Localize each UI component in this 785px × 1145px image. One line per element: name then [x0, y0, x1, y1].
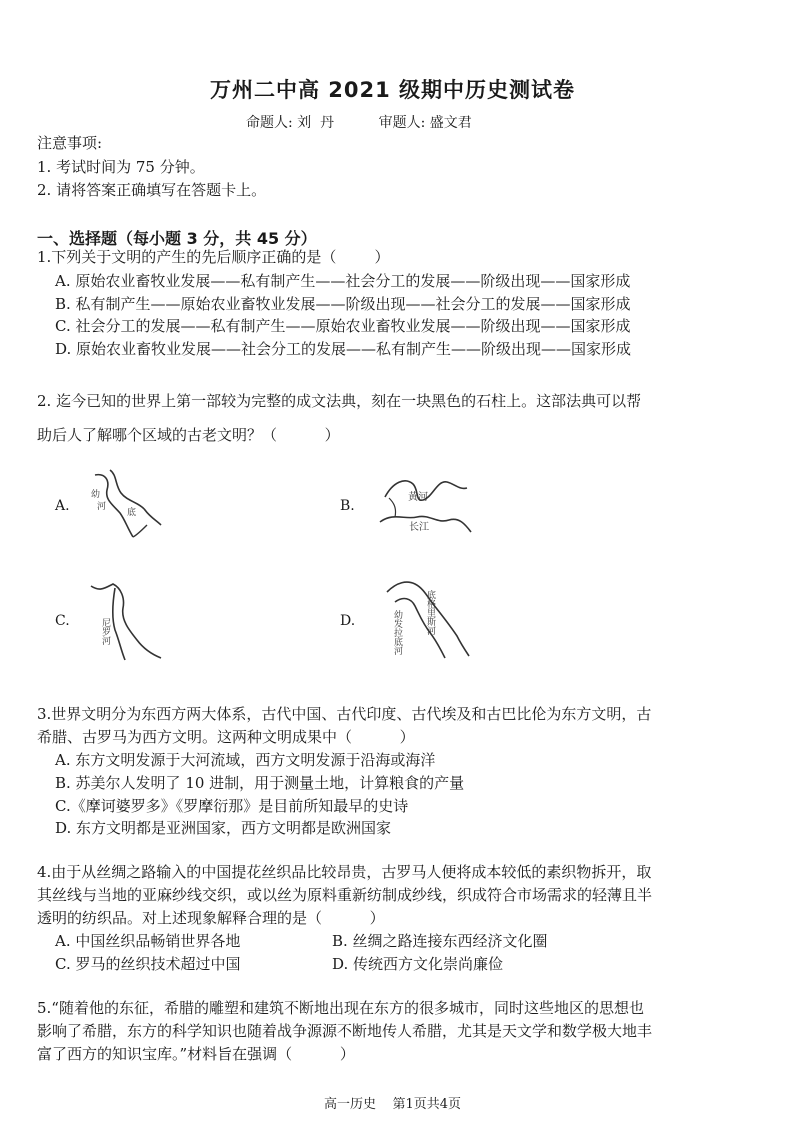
q5-line-1: 5.“随着他的东征，希腊的雕塑和建筑不断地出现在东方的很多城市，同时这些地区的思想也	[37, 999, 644, 1017]
authors-line: 命题人: 刘 丹 审题人: 盛文君	[246, 115, 472, 131]
section-heading: 一、选择题（每小题 3 分，共 45 分）	[37, 229, 317, 248]
q3-option-c: C.《摩诃婆罗多》《罗摩衍那》是目前所知最早的史诗	[55, 797, 409, 815]
map-d-label-1: 幼发拉底河	[392, 610, 402, 655]
q5-line-2: 影响了希腊，东方的科学知识也随着战争源源不断地传人希腊，尤其是天文学和数学极大地丰	[37, 1022, 653, 1040]
page-title: 万州二中高 2021 级期中历史测试卷	[209, 78, 576, 102]
map-a-label-3: 底	[127, 508, 137, 518]
map-a-label-2: 河	[97, 502, 107, 512]
notes-item-1: 1. 考试时间为 75 分钟。	[37, 158, 205, 176]
q3-option-a: A. 东方文明发源于大河流域，西方文明发源于沿海或海洋	[55, 751, 436, 769]
q2-line-2: 助后人了解哪个区域的古老文明？（ ）	[37, 426, 340, 444]
map-a-label-1: 幼	[91, 490, 101, 500]
q1-option-b: B. 私有制产生——原始农业畜牧业发展——阶级出现——社会分工的发展——国家形成	[55, 295, 631, 313]
map-d-mesopotamia	[375, 572, 475, 662]
q2-line-1: 2. 迄今已知的世界上第一部较为完整的成文法典，刻在一块黑色的石柱上。这部法典可以帮	[37, 392, 642, 410]
q4-option-c: C. 罗马的丝织技术超过中国	[55, 955, 241, 973]
map-c-label-1: 尼罗河	[100, 618, 110, 645]
map-a-letter: A.	[55, 498, 70, 514]
q3-option-b: B. 苏美尔人发明了 10 进制，用于测量土地，计算粮食的产量	[55, 774, 465, 792]
q4-line-1: 4.由于从丝绸之路输入的中国提花丝织品比较昂贵，古罗马人便将成本较低的素织物拆开，取	[37, 863, 652, 881]
map-c-nile	[85, 578, 170, 663]
q3-line-2: 希腊、古罗马为西方文明。这两种文明成果中（ ）	[37, 728, 415, 746]
q1-option-d: D. 原始农业畜牧业发展——社会分工的发展——私有制产生——阶级出现——国家形成	[55, 340, 632, 358]
q3-option-d: D. 东方文明都是亚洲国家，西方文明都是欧洲国家	[55, 819, 392, 837]
q1-stem: 1.下列关于文明的产生的先后顺序正确的是（ ）	[37, 248, 390, 266]
map-d-label-2: 底格里斯河	[425, 590, 435, 635]
q4-line-3: 透明的纺织品。对上述现象解释合理的是（ ）	[37, 909, 385, 927]
map-b-letter: B.	[340, 498, 355, 514]
map-a-mesopotamia	[85, 465, 165, 545]
q4-line-2: 其丝线与当地的亚麻纱线交织，或以丝为原料重新纺制成纱线，织成符合市场需求的轻薄且半	[37, 886, 653, 904]
map-b-china	[375, 462, 475, 547]
map-b-label-2: 长江	[409, 522, 429, 533]
q4-option-d: D. 传统西方文化崇尚廉俭	[332, 955, 504, 973]
notes-heading: 注意事项:	[37, 134, 103, 152]
q5-line-3: 富了西方的知识宝库。”材料旨在强调（ ）	[37, 1045, 355, 1063]
map-b-label-1: 黄河	[408, 492, 428, 503]
map-c-letter: C.	[55, 613, 70, 629]
q1-option-a: A. 原始农业畜牧业发展——私有制产生——社会分工的发展——阶级出现——国家形成	[55, 272, 631, 290]
page-footer: 高一历史 第1页共4页	[323, 1097, 462, 1112]
q4-option-a: A. 中国丝织品畅销世界各地	[55, 932, 241, 950]
q1-option-c: C. 社会分工的发展——私有制产生——原始农业畜牧业发展——阶级出现——国家形成	[55, 317, 631, 335]
q3-line-1: 3.世界文明分为东西方两大体系，古代中国、古代印度、古代埃及和古巴比伦为东方文明，古	[37, 705, 652, 723]
q4-option-b: B. 丝绸之路连接东西经济文化圈	[332, 932, 548, 950]
map-d-letter: D.	[340, 613, 356, 629]
notes-item-2: 2. 请将答案正确填写在答题卡上。	[37, 181, 267, 199]
